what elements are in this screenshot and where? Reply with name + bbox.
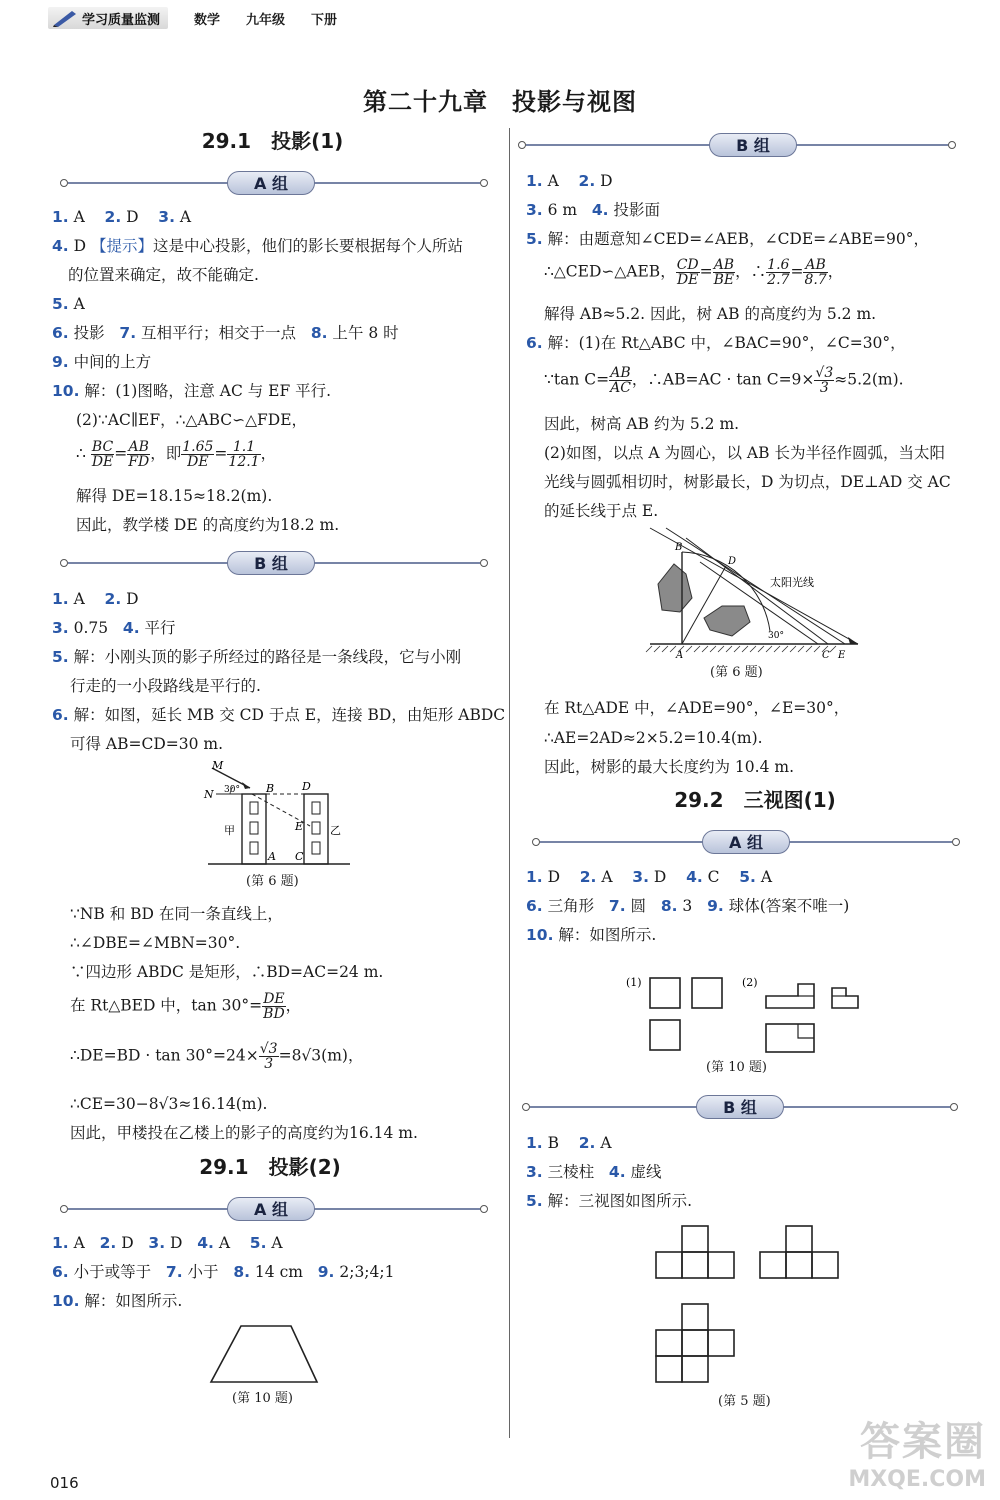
figure-three-views-10 xyxy=(620,972,870,1056)
answer-line: 的延长线于点 E. xyxy=(544,502,659,520)
figure-tree-shadow xyxy=(640,526,865,662)
label-e: E xyxy=(838,650,846,661)
figure-caption: (第 6 题) xyxy=(710,665,763,680)
figure-three-views-5 xyxy=(650,1220,860,1392)
label-b: B xyxy=(266,782,275,795)
answer-line: 在 Rt△ADE 中，∠ADE=90°，∠E=30°， xyxy=(544,699,850,717)
answer-line: 6. 解：(1)在 Rt△ABC 中，∠BAC=90°，∠C=30°， xyxy=(526,334,906,352)
label-n: N xyxy=(204,788,214,801)
answer-line: 10. 解：(1)图略，注意 AC 与 EF 平行. xyxy=(52,382,332,400)
section-title: 29.1 投影(1) xyxy=(201,129,344,153)
figure-caption: (第 10 题) xyxy=(706,1060,767,1075)
answer-line: 1. D 2. A 3. D 4. C 5. A xyxy=(526,868,773,886)
label-part-1: (1) xyxy=(626,976,642,989)
header-volume: 下册 xyxy=(311,12,338,28)
answer-line: 6. 投影 7. 互相平行；相交于一点 8. 上午 8 时 xyxy=(52,324,399,342)
answer-line: 3. 0.75 4. 平行 xyxy=(52,619,176,637)
watermark: 答案圈 MXQE.COM xyxy=(848,1419,986,1492)
answer-line: 1. A 2. D xyxy=(52,590,139,608)
section-title: 29.2 三视图(1) xyxy=(674,788,836,812)
figure-caption: (第 5 题) xyxy=(718,1394,771,1409)
answer-line: (2)∵AC∥EF，∴△ABC∽△FDE， xyxy=(76,411,308,429)
answer-line: ∴AE=2AD≈2×5.2=10.4(m). xyxy=(544,729,763,747)
answer-line: 5. A xyxy=(52,295,85,313)
figure-caption: (第 6 题) xyxy=(246,874,299,889)
answer-line: (2)如图，以点 A 为圆心，以 AB 长为半径作圆弧，当太阳 xyxy=(544,444,945,462)
figure-buildings xyxy=(200,760,360,872)
answer-line: 因此，树高 AB 约为 5.2 m. xyxy=(544,415,740,433)
figure-trapezoid xyxy=(205,1322,325,1386)
label-d: D xyxy=(302,780,311,793)
answer-line: ∴∠DBE=∠MBN=30°. xyxy=(70,934,241,952)
label-b: B xyxy=(675,542,683,553)
answer-line: 光线与圆弧相切时，树影最长，D 为切点，DE⊥AD 交 AC xyxy=(544,473,951,491)
answer-line: ∴DE=BD · tan 30°=24× $\frac{√3}{3}$ =8√3(m)， xyxy=(70,1041,364,1072)
figure-caption: (第 10 题) xyxy=(232,1391,293,1406)
label-sunlight: 太阳光线 xyxy=(770,576,814,589)
answer-line: 1. A 2. D 3. D 4. A 5. A xyxy=(52,1234,283,1252)
answer-line: ∵NB 和 BD 在同一条直线上， xyxy=(70,905,283,923)
answer-line: 10. 解：如图所示. xyxy=(526,926,657,944)
group-a-header: A 组 xyxy=(532,830,960,854)
answer-line: 因此，甲楼投在乙楼上的影子的高度约为16.14 m. xyxy=(70,1124,418,1142)
answer-line: 5. 解：小刚头顶的影子所经过的路径是一条线段，它与小刚 xyxy=(52,648,462,666)
answer-line: 1. A 2. D 3. A xyxy=(52,208,192,226)
answer-line: 解得 AB≈5.2. 因此，树 AB 的高度约为 5.2 m. xyxy=(544,305,877,323)
label-d: D xyxy=(728,556,737,567)
chapter-title: 第二十九章 投影与视图 xyxy=(363,88,637,116)
answer-line: 9. 中间的上方 xyxy=(52,353,152,371)
group-a-header: A 组 xyxy=(60,1197,488,1221)
label-jia: 甲 xyxy=(224,824,235,837)
answer-line: 6. 小于或等于 7. 小于 8. 14 cm 9. 2;3;4;1 xyxy=(52,1263,395,1281)
answer-line: 3. 6 m 4. 投影面 xyxy=(526,201,661,219)
header-subject: 数学 xyxy=(194,12,221,28)
header-grade: 九年级 xyxy=(246,12,286,28)
group-b-header: B 组 xyxy=(522,1095,958,1119)
label-m: M xyxy=(212,760,224,772)
answer-line: 3. 三棱柱 4. 虚线 xyxy=(526,1163,662,1181)
group-b-header: B 组 xyxy=(518,133,956,157)
right-column xyxy=(510,0,1000,1500)
label-yi: 乙 xyxy=(330,824,341,837)
group-b-header: B 组 xyxy=(60,551,488,575)
answer-line: ∴△CED∽△AEB， $\frac{CD}{DE}$ = $\frac{AB}{BE}$ ，∴ $\frac{1.6}{2.7}$ = $\frac{AB}{8.7}$ ， xyxy=(544,257,844,288)
answer-line: 6. 解：如图，延长 MB 交 CD 于点 E，连接 BD，由矩形 ABDC xyxy=(52,706,506,724)
answer-line: ∴ $\frac{BC}{DE}$ = $\frac{AB}{FD}$ ，即 $\frac{1.65}{DE}$ = $\frac{1.1}{12.1}$ ， xyxy=(76,439,277,470)
answer-line: ∴CE=30−8√3≈16.14(m). xyxy=(70,1095,268,1113)
answer-line: 解得 DE=18.15≈18.2(m). xyxy=(76,487,273,505)
answer-line: ∵四边形 ABDC 是矩形，∴BD=AC=24 m. xyxy=(70,963,384,981)
label-angle: 30° xyxy=(768,631,784,641)
answer-line: 行走的一小段路线是平行的. xyxy=(70,677,261,695)
brand-text: 学习质量监测 xyxy=(82,12,161,28)
answer-line: 4. D 【提示】这是中心投影，他们的影长要根据每个人所站 xyxy=(52,237,463,255)
answer-line: 6. 三角形 7. 圆 8. 3 9. 球体(答案不唯一) xyxy=(526,897,850,915)
group-a-header: A 组 xyxy=(60,171,488,195)
label-c: C xyxy=(822,650,830,661)
answer-line: 10. 解：如图所示. xyxy=(52,1292,183,1310)
label-c: C xyxy=(295,850,304,863)
label-a: A xyxy=(676,650,684,661)
label-part-2: (2) xyxy=(742,976,758,989)
answer-line: 因此，树影的最大长度约为 10.4 m. xyxy=(544,758,794,776)
answer-line: 可得 AB=CD=30 m. xyxy=(70,735,224,753)
answer-line: 5. 解：三视图如图所示. xyxy=(526,1192,693,1210)
label-e: E xyxy=(295,820,304,833)
answer-line: 因此，教学楼 DE 的高度约为18.2 m. xyxy=(76,516,340,534)
answer-line: 5. 解：由题意知∠CED=∠AEB，∠CDE=∠ABE=90°， xyxy=(526,230,929,248)
label-angle: 30° xyxy=(224,785,240,795)
label-a: A xyxy=(268,850,276,863)
answer-line: 1. B 2. A xyxy=(526,1134,612,1152)
answer-line: ∵tan C= $\frac{AB}{AC}$ ，∴AB=AC · tan C=9× $\frac{√3}{3}$ ≈5.2(m). xyxy=(544,365,904,396)
section-title: 29.1 投影(2) xyxy=(199,1155,341,1179)
answer-line: 在 Rt△BED 中，tan 30°= $\frac{DE}{BD}$ ， xyxy=(70,991,302,1022)
answer-line: 的位置来确定，故不能确定. xyxy=(68,266,259,284)
answer-line: 1. A 2. D xyxy=(526,172,613,190)
page-number: 016 xyxy=(50,1474,79,1492)
